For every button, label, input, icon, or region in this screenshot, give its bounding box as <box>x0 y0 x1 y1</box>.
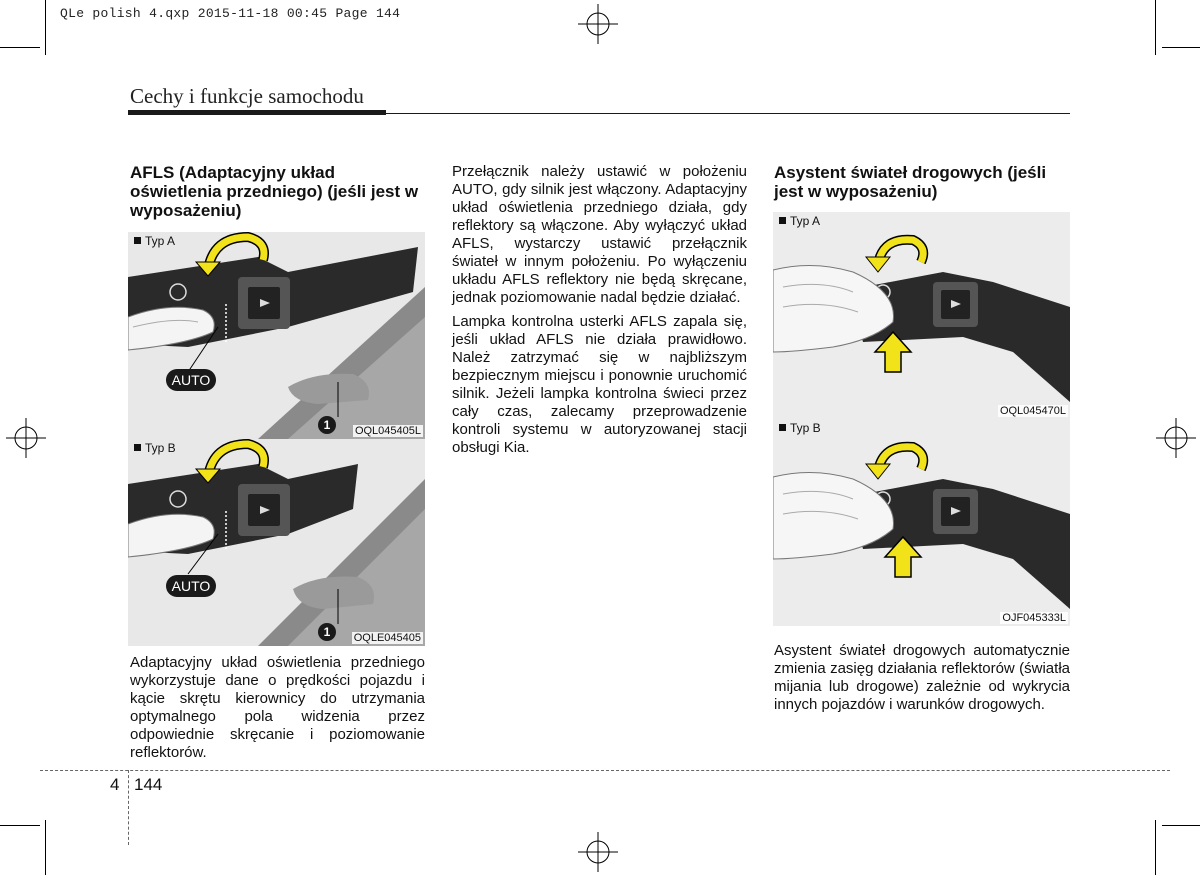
position-marker-b: 1 <box>318 623 336 641</box>
hba-figure-a-code: OQL045470L <box>999 405 1066 417</box>
high-beam-assist-heading: Asystent świateł drogowych (jeśli jest w wyposażeniu) <box>774 163 1047 201</box>
header-rule-thin <box>386 113 1070 114</box>
hba-type-a-label: Typ A <box>779 214 820 228</box>
registration-mark-left <box>6 418 46 458</box>
hba-figure-type-a <box>773 212 1070 419</box>
afls-type-b-label: Typ B <box>134 441 176 455</box>
middle-column-text <box>452 163 747 463</box>
afls-figure-a-code: OQL045405L <box>354 425 421 437</box>
registration-mark-right <box>1156 418 1196 458</box>
afls-figure-type-a <box>128 232 425 439</box>
print-slug: QLe polish 4.qxp 2015-11-18 00:45 Page 144 <box>60 6 401 21</box>
chapter-number: 4 <box>110 775 120 794</box>
auto-badge-a: AUTO <box>166 369 216 391</box>
registration-mark-bottom <box>578 832 618 872</box>
afls-illustration-a <box>128 232 425 439</box>
afls-heading: AFLS (Adaptacyjny układ oświetlenia przedniego) (jeśli jest w wyposażeniu) <box>130 163 419 220</box>
hba-figure-type-b <box>773 419 1070 626</box>
section-title: Cechy i funkcje samochodu <box>130 84 364 108</box>
registration-mark-top <box>578 4 618 44</box>
afls-operation-paragraph: Przełącznik należy ustawić w położeniu AUTO, gdy silnik jest włączony. Adaptacyjny układ oświetlenia przedniego działa, gdy reflektory są włączone. Aby wyłączyć układ AFLS, wystarczy ustawić przełącznik świateł w innym położeniu. Po wyłączeniu układu AFLS reflektory nie będą skręcane, jednak poziomowanie nadal będzie działać. <box>452 163 747 306</box>
footer-dashed-divider <box>128 770 129 845</box>
hba-type-b-label: Typ B <box>779 421 821 435</box>
high-beam-assist-description: Asystent świateł drogowych automatycznie zmienia zasięg działania reflektorów (światła mijania lub drogowe) zależnie od wykrycia innych pojazdów i warunków drogowych. <box>774 642 1070 713</box>
afls-figure-b-code: OQLE045405 <box>353 632 421 644</box>
afls-description: Adaptacyjny układ oświetlenia przedniego wykorzystuje dane o prędkości pojazdu i kącie skrętu kierownicy do utrzymania optymalnego pola widzenia przez odpowiednie skręcanie i poziomowanie reflektorów. <box>130 654 425 761</box>
position-marker-a: 1 <box>318 416 336 434</box>
hba-illustration-b <box>773 419 1070 626</box>
afls-type-a-label: Typ A <box>134 234 175 248</box>
hba-illustration-a <box>773 212 1070 419</box>
afls-warning-paragraph: Lampka kontrolna usterki AFLS zapala się, jeśli układ AFLS nie działa prawidłowo. Należ zatrzymać się w najbliższym bezpiecznym miejscu i ponownie uruchomić silnik. Jeżeli lampka kontrolna świeci przez cały czas, zalecamy przeprowadzenie kontroli systemu w autoryzowanej stacji obsługi Kia. <box>452 313 747 456</box>
hba-figure-b-code: OJF045333L <box>1002 612 1066 624</box>
afls-illustration-b <box>128 439 425 646</box>
header-rule-thick <box>128 110 386 115</box>
auto-badge-b: AUTO <box>166 575 216 597</box>
footer-dashed-rule <box>40 770 1170 771</box>
afls-figure-type-b <box>128 439 425 646</box>
page-number: 144 <box>134 775 163 794</box>
